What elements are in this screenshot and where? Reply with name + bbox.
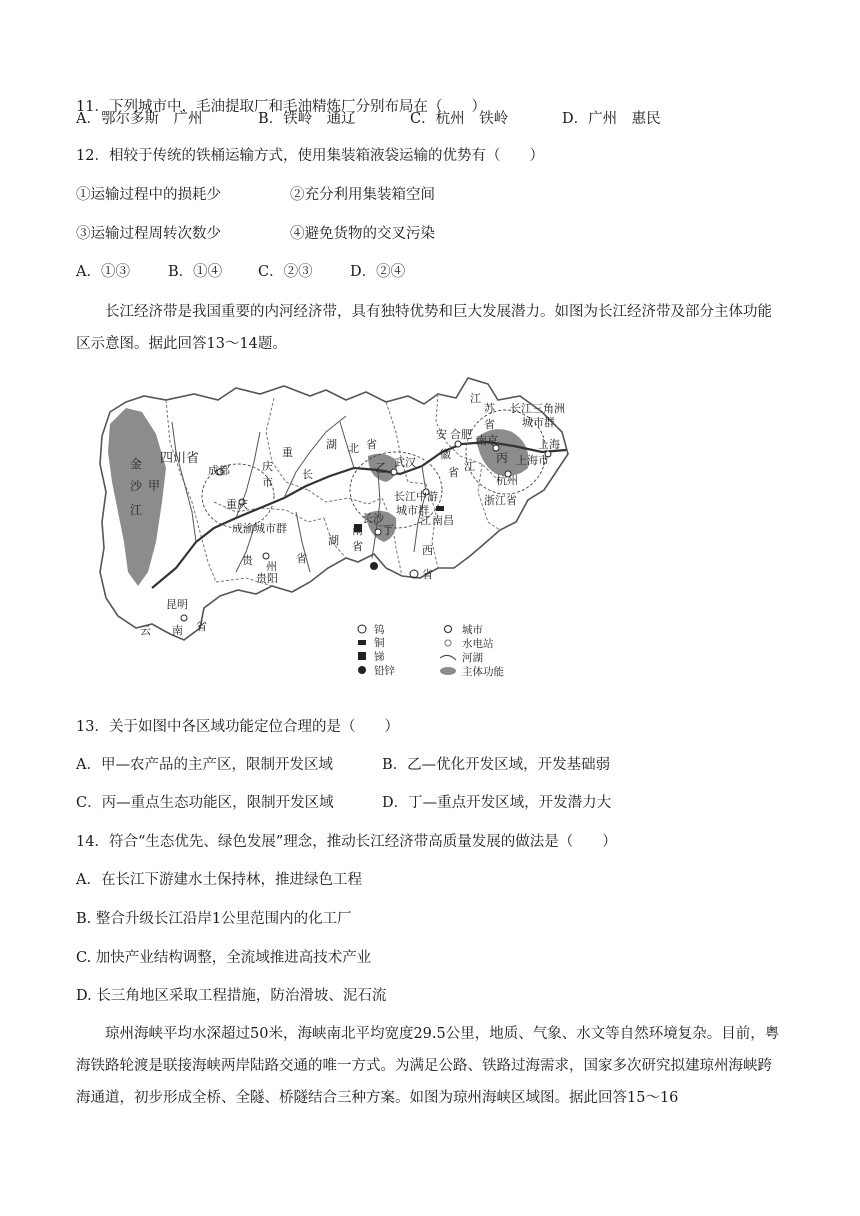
yangtze-economic-belt-map (96, 372, 582, 680)
label-yunnan-2: 南 (172, 624, 183, 637)
label-shanghai-2: 上海市 (516, 454, 549, 467)
q12-option-d: D．②④ (350, 264, 406, 280)
q13-stem: 13．关于如图中各区域功能定位合理的是（ ） (76, 719, 399, 735)
label-guizhou-1: 贵 (242, 554, 253, 567)
label-chengdu: 成都 (208, 464, 230, 477)
q13-option-b: B．乙—优化开发区域，开发基础弱 (382, 757, 611, 773)
q12-statement-3: ③运输过程周转次数少 (76, 226, 221, 242)
label-wuhan: 武汉 (394, 456, 416, 469)
legend-city: 城市 (462, 624, 483, 636)
label-jinsha-2: 沙 (130, 479, 143, 493)
label-jiangsu-1: 江 (470, 392, 481, 405)
legend-lead-zinc: 铅锌 (374, 665, 395, 677)
legend-tungsten: 钨 (374, 624, 385, 636)
label-bing: 丙 (496, 451, 509, 465)
legend-hydropower: 水电站 (462, 638, 494, 650)
river-lake-icon (440, 655, 456, 660)
label-jia: 甲 (148, 479, 161, 493)
label-hubei-3: 省 (366, 438, 377, 451)
label-jiangxi-3: 省 (422, 568, 433, 581)
legend-antimony: 锑 (374, 651, 385, 663)
label-anhui-1: 安 (436, 428, 447, 441)
label-nanchang: 南昌 (432, 514, 454, 527)
label-anhui-2: 徽 (440, 448, 451, 461)
label-changjiang-mid-1: 长江中游 (394, 490, 438, 503)
q12-statement-4: ④避免货物的交叉污染 (290, 226, 435, 242)
passage-qiongzhou (76, 1018, 786, 1114)
label-jiangxi-2: 西 (422, 544, 433, 557)
label-yrd-1: 长江三角洲 (510, 402, 565, 415)
label-jinsha-1: 金 (130, 457, 143, 471)
q11-option-c: C．杭州 铁岭 (410, 111, 509, 127)
legend-main-function: 主体功能 (462, 666, 504, 678)
q11-stem: 11．下列城市中，毛油提取厂和毛油精炼厂分别布局在（ ） (76, 99, 486, 115)
label-hubei-2: 北 (348, 442, 359, 455)
q12-option-b: B．①④ (168, 264, 223, 280)
label-guizhou-3: 省 (296, 552, 307, 565)
label-hunan-2: 南 (352, 524, 363, 537)
label-yi: 乙 (375, 461, 388, 475)
label-chang: 长 (302, 468, 313, 481)
label-chongqing-shi-2: 市 (262, 476, 273, 489)
label-guiyang: 贵阳 (256, 572, 278, 585)
label-hunan-1: 湖 (328, 534, 339, 547)
q13-option-d: D．丁—重点开发区域，开发潜力大 (382, 795, 612, 811)
label-jiang-char: 江 (464, 460, 475, 473)
copper-icon (436, 506, 444, 511)
label-kunming: 昆明 (166, 598, 188, 611)
copper-icon (358, 640, 366, 645)
q12-option-a: A．①③ (76, 264, 130, 280)
tungsten-icon (358, 625, 366, 633)
passage-qiongzhou-text: 琼州海峡平均水深超过50米，海峡南北平均宽度29.5公里，地质、气象、水文等自然环境复杂。目前，粤海铁路轮渡是联接海峡两岸陆路交通的唯一方式。为满足公路、铁路过海需求，国家多次研究拟建琼州海峡跨海通道，初步形成全桥、全隧、桥隧结合三种方案。如图为琼州海峡区域图。据此回答15～16 (76, 1026, 780, 1106)
label-yrd-2: 城市群 (522, 416, 555, 429)
q14-stem: 14．符合“生态优先、绿色发展”理念，推动长江经济带高质量发展的做法是（ ） (76, 834, 617, 850)
label-jiangsu-2: 苏 (484, 402, 495, 415)
q12-stem: 12．相较于传统的铁桶运输方式，使用集装箱液袋运输的优势有（ ） (76, 148, 544, 164)
label-nanjing: 南京 (476, 434, 498, 447)
label-hunan-3: 省 (352, 540, 363, 553)
label-hangzhou: 杭州 (496, 474, 518, 487)
q12-option-c: C．②③ (258, 264, 313, 280)
label-changsha: 长沙 (362, 512, 384, 525)
label-jiangxi-1: 江 (420, 514, 431, 527)
label-chengyu: 成渝城市群 (232, 522, 287, 535)
label-ding: 丁 (382, 523, 395, 537)
label-yunnan-1: 云 (140, 624, 151, 637)
passage-yangtze-text: 长江经济带是我国重要的内河经济带，具有独特优势和巨大发展潜力。如图为长江经济带及部分主体功能区示意图。据此回答13～14题。 (76, 304, 772, 352)
q14-option-a: A．在长江下游建水土保持林，推进绿色工程 (76, 872, 362, 888)
q14-option-c: C. 加快产业结构调整，全流域推进高技术产业 (76, 950, 372, 966)
q11-option-b: B．铁岭 通辽 (258, 111, 356, 127)
q14-option-d: D. 长三角地区采取工程措施，防治滑坡、泥石流 (76, 988, 387, 1004)
q14-option-b: B. 整合升级长江沿岸1公里范围内的化工厂 (76, 911, 352, 927)
label-changjiang-mid-2: 城市群 (396, 504, 429, 517)
q11-option-d: D．广州 惠民 (562, 111, 661, 127)
legend-copper: 铜 (374, 637, 385, 649)
label-sichuan: 四川省 (160, 451, 200, 466)
label-anhui-3: 省 (448, 466, 459, 479)
label-zhong: 重 (282, 446, 293, 459)
label-shanghai-1: 上海 (538, 438, 560, 451)
label-jinsha-3: 江 (130, 503, 143, 517)
q12-statement-1: ①运输过程中的损耗少 (76, 187, 221, 203)
label-chongqing: 重庆 (226, 498, 248, 511)
label-chongqing-shi-1: 庆 (262, 460, 273, 473)
map-legend (358, 623, 504, 678)
antimony-icon (358, 652, 366, 660)
label-zhejiang: 浙江省 (484, 494, 517, 507)
hydropower-icon (445, 640, 451, 646)
q13-option-c: C．丙—重点生态功能区，限制开发区域 (76, 795, 334, 811)
q11-option-a: A．鄂尔多斯 广州 (76, 111, 203, 127)
label-hubei-1: 湖 (326, 438, 337, 451)
main-function-icon (440, 667, 456, 675)
label-guizhou-2: 州 (266, 560, 277, 573)
q13-option-a: A．甲—农产品的主产区，限制开发区域 (76, 757, 333, 773)
lead-zinc-icon (358, 666, 366, 674)
label-jiangsu-3: 省 (484, 418, 495, 431)
label-yunnan-3: 省 (196, 620, 207, 633)
label-hefei: 合肥 (450, 428, 472, 441)
city-icon (445, 626, 452, 633)
legend-river-lake: 河湖 (462, 652, 483, 664)
q12-statement-2: ②充分利用集装箱空间 (290, 187, 435, 203)
lead-zinc-icon (370, 562, 378, 570)
passage-yangtze (76, 296, 786, 360)
